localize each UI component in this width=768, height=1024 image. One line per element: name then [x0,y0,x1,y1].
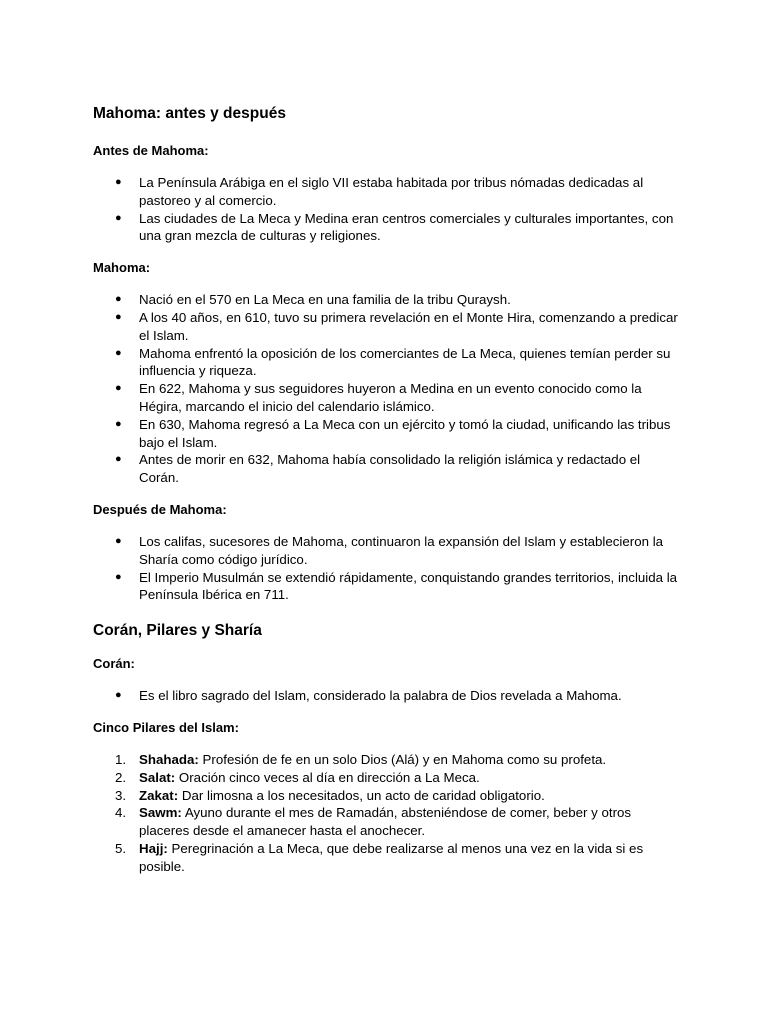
document-page [93,104,683,876]
heading-mahoma: Mahoma: [93,260,151,276]
list-mahoma [93,291,683,487]
bullet-icon: ● [115,346,122,359]
list-item: ● Nació en el 570 en La Meca en una familia de la tribu Quraysh. [115,292,511,308]
section-title-mahoma: Mahoma: antes y después [93,105,286,122]
section-title-coran: Corán, Pilares y Sharía [93,622,262,640]
list-coran [93,687,683,705]
list-despues-de-mahoma [93,533,683,604]
list-item-pilar: 5. Hajj: Peregrinación a La Meca, que debe realizarse al menos una vez en la vida si es posible. [115,840,644,874]
bullet-icon: ● [115,293,122,306]
list-item: ● A los 40 años, en 610, tuvo su primera revelación en el Monte Hira, comenzando a predicar el Islam. [115,309,678,343]
list-item: ● En 630, Mahoma regresó a La Meca con un ejército y tomó la ciudad, unificando las tribus bajo el Islam. [115,416,671,450]
list-item: ● Antes de morir en 632, Mahoma había consolidado la religión islámica y redactado el Corán. [115,452,641,486]
list-item: ● Mahoma enfrentó la oposición de los comerciantes de La Meca, quienes temían perder su influencia y riqueza. [115,345,671,379]
heading-antes-de-mahoma: Antes de Mahoma: [93,143,209,158]
list-antes-de-mahoma [93,174,683,245]
bullet-icon: ● [115,453,122,466]
list-item: ● Los califas, sucesores de Mahoma, continuaron la expansión del Islam y establecieron la Sharía como código jurídico. [115,533,664,567]
heading-cinco-pilares: Cinco Pilares del Islam: [93,719,239,735]
bullet-icon: ● [115,211,122,224]
list-item-pilar: 2. Salat: Oración cinco veces al día en dirección a La Meca. [115,769,480,785]
bullet-icon: ● [115,382,122,395]
list-item: ● El Imperio Musulmán se extendió rápidamente, conquistando grandes territorios, incluida la Península Ibérica en 711. [115,569,678,603]
list-cinco-pilares [93,751,683,876]
bullet-icon: ● [115,310,122,323]
list-item: ● Es el libro sagrado del Islam, considerado la palabra de Dios revelada a Mahoma. [115,688,622,704]
heading-coran: Corán: [93,656,135,672]
heading-despues-de-mahoma: Después de Mahoma: [93,501,227,517]
bullet-icon: ● [115,176,122,188]
list-item-pilar: 4. Sawm: Ayuno durante el mes de Ramadán, absteniéndose de comer, beber y otros placeres desde el amanecer hasta el anochecer. [115,805,632,839]
list-item-pilar: 3. Zakat: Dar limosna a los necesitados, un acto de caridad obligatorio. [115,787,545,803]
bullet-icon: ● [115,417,122,430]
bullet-icon: ● [115,534,122,547]
list-item: ● La Península Arábiga en el siglo VII estaba habitada por tribus nómadas dedicadas al pastoreo y al comercio. [115,175,644,208]
list-item-pilar: 1. Shahada: Profesión de fe en un solo Dios (Alá) y en Mahoma como su profeta. [115,751,607,767]
bullet-icon: ● [115,689,122,702]
list-item: ● Las ciudades de La Meca y Medina eran centros comerciales y culturales importantes, con una gran mezcla de culturas y religiones. [115,210,674,244]
list-item: ● En 622, Mahoma y sus seguidores huyeron a Medina en un evento conocido como la Hégira, marcando el inicio del calendario islámico. [115,381,642,414]
bullet-icon: ● [115,570,122,583]
